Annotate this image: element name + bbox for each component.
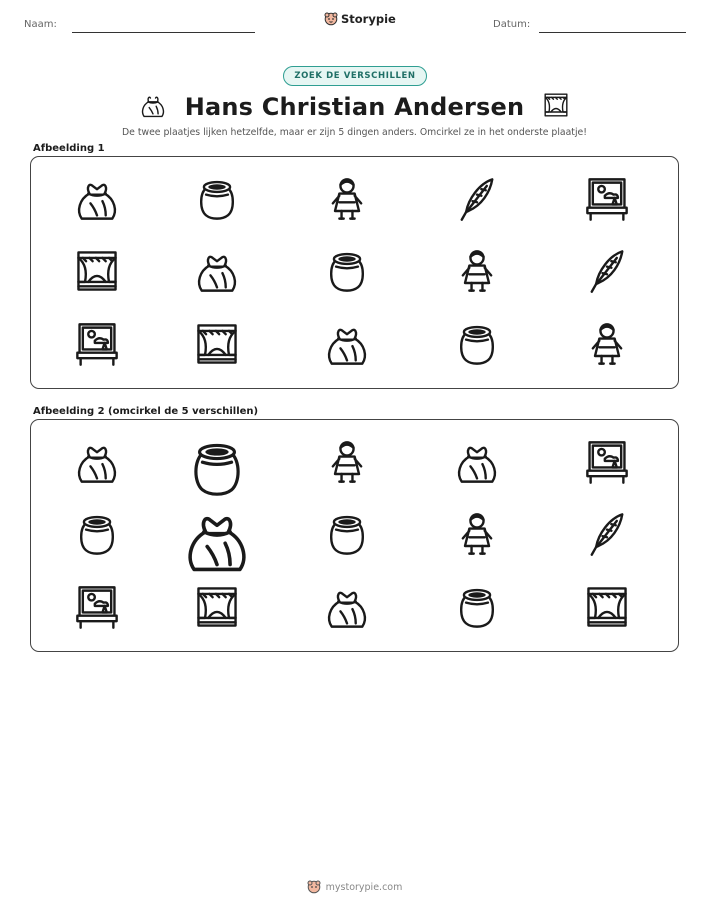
window-bench-icon[interactable] bbox=[583, 438, 631, 486]
quill-icon[interactable] bbox=[583, 510, 631, 558]
picture2-panel[interactable] bbox=[30, 419, 679, 652]
pot-icon bbox=[193, 175, 241, 223]
window-bench-icon bbox=[583, 175, 631, 223]
pot-icon bbox=[323, 247, 371, 295]
picture1-title: Afbeelding 1 bbox=[33, 143, 105, 154]
sack-icon[interactable] bbox=[453, 438, 501, 486]
picture2-title: Afbeelding 2 (omcirkel de 5 verschillen) bbox=[33, 406, 259, 417]
window-bench-icon[interactable] bbox=[73, 583, 121, 631]
sack-icon[interactable] bbox=[181, 504, 253, 576]
quill-icon bbox=[583, 247, 631, 295]
footer bbox=[0, 880, 709, 894]
theater-window-icon[interactable] bbox=[583, 583, 631, 631]
doll-icon bbox=[583, 320, 631, 368]
footer-mascot-icon bbox=[307, 880, 321, 894]
storypie-mascot-icon bbox=[324, 12, 338, 26]
sack-icon bbox=[323, 320, 371, 368]
sack-icon bbox=[73, 175, 121, 223]
name-line[interactable] bbox=[72, 32, 255, 33]
instructions: De twee plaatjes lijken hetzelfde, maar er zijn 5 dingen anders. Omcirkel ze in het onderste plaatje! bbox=[122, 127, 587, 138]
sack-icon[interactable] bbox=[323, 583, 371, 631]
quill-icon bbox=[453, 175, 501, 223]
sack-icon[interactable] bbox=[73, 438, 121, 486]
picture1-panel bbox=[30, 156, 679, 389]
pot-icon[interactable] bbox=[185, 436, 249, 500]
footer-url[interactable]: mystorypie.com bbox=[325, 881, 403, 893]
sack-icon bbox=[193, 247, 241, 295]
date-label: Datum: bbox=[493, 19, 531, 30]
doll-icon bbox=[453, 247, 501, 295]
title-theater-window-icon bbox=[542, 90, 570, 124]
doll-icon bbox=[323, 175, 371, 223]
brand-name: Storypie bbox=[341, 12, 396, 26]
theater-window-icon[interactable] bbox=[193, 583, 241, 631]
doll-icon[interactable] bbox=[453, 510, 501, 558]
theater-window-icon bbox=[193, 320, 241, 368]
name-label: Naam: bbox=[24, 19, 57, 30]
pot-icon bbox=[453, 320, 501, 368]
doll-icon[interactable] bbox=[323, 438, 371, 486]
title-sack-icon bbox=[139, 90, 167, 124]
title-row bbox=[0, 90, 709, 124]
pot-icon[interactable] bbox=[453, 583, 501, 631]
worksheet-type-badge: ZOEK DE VERSCHILLEN bbox=[283, 66, 427, 86]
pot-icon[interactable] bbox=[73, 510, 121, 558]
pot-icon[interactable] bbox=[323, 510, 371, 558]
date-line[interactable] bbox=[539, 32, 686, 33]
page-title: Hans Christian Andersen bbox=[184, 93, 525, 121]
theater-window-icon bbox=[73, 247, 121, 295]
window-bench-icon bbox=[73, 320, 121, 368]
brand-logo bbox=[324, 12, 396, 26]
